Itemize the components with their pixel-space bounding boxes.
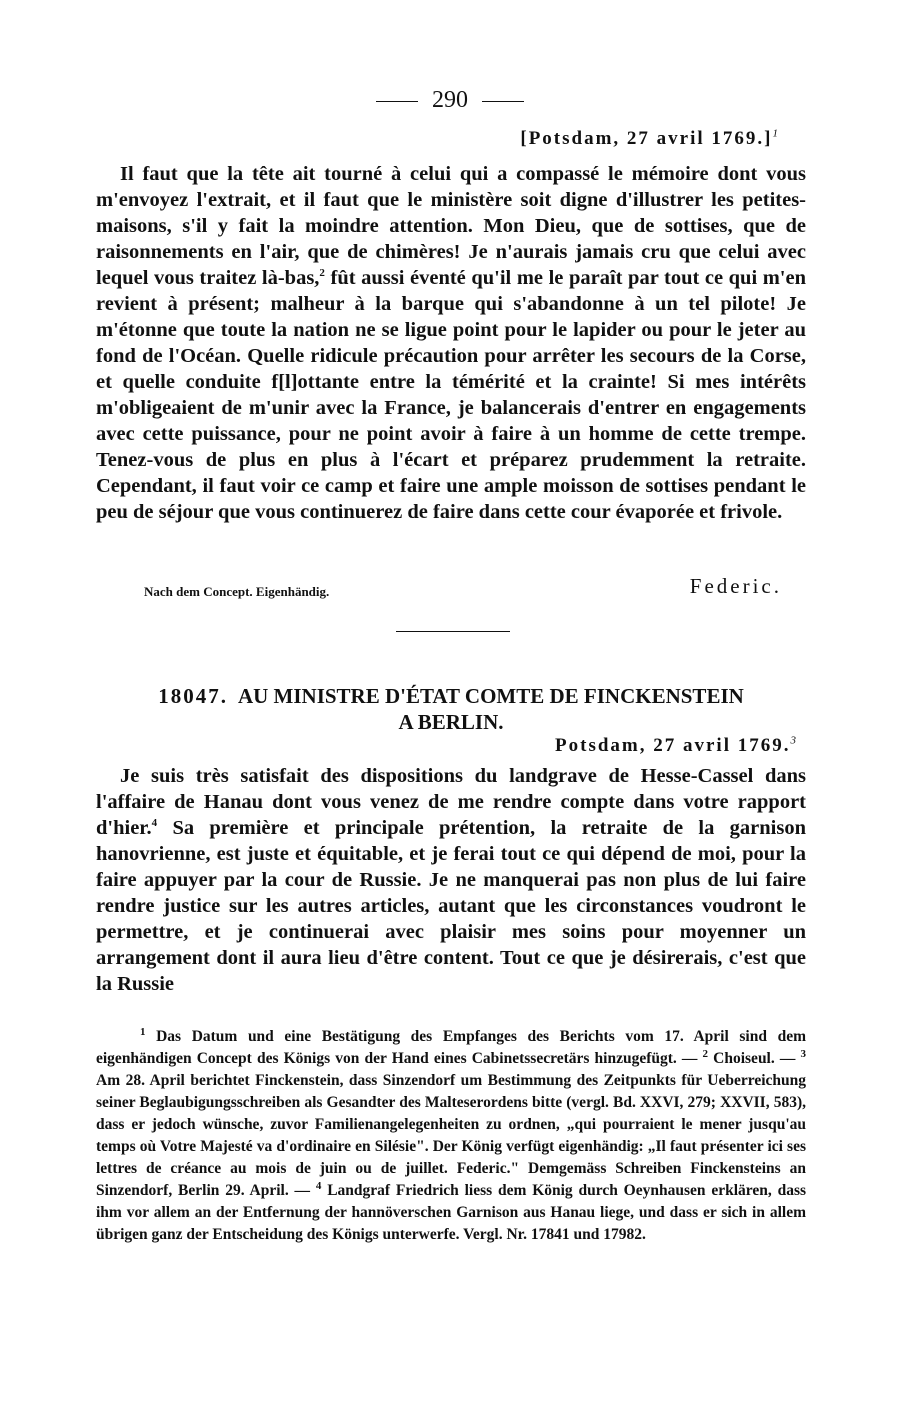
letter2-heading [96, 683, 806, 735]
section-divider [396, 631, 510, 632]
footnote-mark-4: 4 [315, 1179, 322, 1192]
letter1-paragraph [96, 161, 806, 525]
letter1-source-note: Nach dem Concept. Eigenhändig. [144, 584, 330, 599]
page-number: 290 [432, 87, 468, 113]
footnote-3: Am 28. April berichtet Finckenstein, dass Sinzendorf um Bestimmung des Zeitpunkts für Ueberreichung seiner Beglaubigungsschreiben als Gesandter des Malteserordens bitte (vergl. Bd. XXVI, 279; XXVII, 583), dass er jedoch wünsche, zuvor Familienangelegenheiten zu ordnen, „qui pourraient le mener jusqu'au temps où Votre Majesté va d'ordinaire en Silésie". Der König verfügt eigenhändig: „Il faut présenter ici ses lettres de créance au mois de juin ou de juillet. Federic." Demgemäss Schreiben Finckensteins an Sinzendorf, Berlin 29. April. — [96, 1072, 806, 1199]
letter1-text-b: fût aussi éventé qu'il me le paraît par tout ce qui m'en revient à présent; malheur à la barque qui s'abandonne à un tel pilote! Je m'étonne que toute la nation ne se ligue point pour le lapider ou pour le jeter au fond de l'Océan. Quelle ridicule précaution pour arrêter les secours de la Corse, et quelle conduite f[l]ottante entre la témérité et la crainte! Si mes intérêts m'obligeaient de m'unir avec la France, je balancerais d'entrer en engagements avec cette puissance, pour ne point avoir à faire à un homme de cette trempe. Tenez-vous de plus en plus à l'écart et préparez prudemment la retraite. Cependant, il faut voir ce camp et faire une ample moisson de sottises pendant le peu de séjour que vous continuerez de faire dans cette cour évaporée et frivole. [96, 267, 806, 523]
running-header [0, 86, 900, 114]
letter2-dateline [555, 735, 796, 757]
letter-number: 18047. [158, 684, 228, 708]
header-dash-left [376, 101, 418, 102]
letter2-paragraph [96, 763, 806, 997]
footnotes [96, 1026, 806, 1246]
letter2-heading-line2: A BERLIN. [398, 710, 504, 734]
footnote-mark-1: 1 [140, 1025, 146, 1038]
letter2-body [96, 763, 806, 997]
footnote-mark-2: 2 [702, 1047, 709, 1060]
letter1-text-a: Il faut que la tête ait tourné à celui qui a compassé le mémoire dont vous m'envoyez l'extrait, et il faut que le ministère soit digne d'illustrer les petites-maisons, s'il y fait la moindre attention. Mon Dieu, que de sottises, que de raisonnements en l'air, que de chimères! Je n'aurais jamais cru que celui avec lequel vous traitez là-bas, [96, 163, 806, 289]
footnote-ref-2: 2 [319, 267, 325, 280]
footnotes-paragraph [96, 1026, 806, 1246]
footnote-ref-3: 3 [790, 734, 796, 747]
footnote-mark-3: 3 [800, 1047, 806, 1060]
letter2-text-b: Sa première et principale prétention, la retraite de la garnison hanovrienne, est juste et équitable, et je ferai tout ce qui dépend de moi, pour la faire appuyer par la cour de Russie. Je ne manquerai pas non plus de lui faire rendre justice sur les autres articles, autant que les circonstances voudront le permettre, et je continuerai avec plaisir mes soins pour moyenner un arrangement dont il aura lieu d'être content. Tout ce que je désirerais, c'est que la Russie [96, 817, 806, 995]
letter2-heading-line1 [96, 683, 806, 709]
letter1-dateline-text: [Potsdam, 27 avril 1769.] [520, 128, 773, 149]
footnote-2: Choiseul. — [713, 1050, 796, 1067]
letter1-body [96, 161, 806, 525]
letter2-heading-title: AU MINISTRE D'ÉTAT COMTE DE FINCKENSTEIN [237, 684, 744, 708]
footnote-4: Landgraf Friedrich liess dem König durch Oeynhausen erklären, dass ihm vor allem an der Entfernung der hannöverschen Garnison aus Hanau liege, und dass er sich in allem übrigen ganz der Entscheidung des Königs unterwerfe. Vergl. Nr. 17841 und 17982. [96, 1182, 807, 1243]
letter2-dateline-text: Potsdam, 27 avril 1769. [555, 735, 791, 756]
letter1-dateline [520, 128, 778, 150]
header-dash-right [482, 101, 524, 102]
footnote-ref-1: 1 [772, 127, 778, 140]
footnote-1: Das Datum und eine Bestätigung des Empfanges des Berichts vom 17. April sind dem eigenhändigen Concept des Königs von der Hand eines Cabinetssecretärs hinzugefügt. — [96, 1028, 807, 1067]
footnote-ref-4: 4 [151, 817, 158, 830]
letter1-signature: Federic. [689, 574, 782, 598]
letter2-text-a: Je suis très satisfait des dispositions du landgrave de Hesse-Cassel dans l'affaire de Hanau dont vous venez de me rendre compte dans votre rapport d'hier. [96, 765, 806, 839]
